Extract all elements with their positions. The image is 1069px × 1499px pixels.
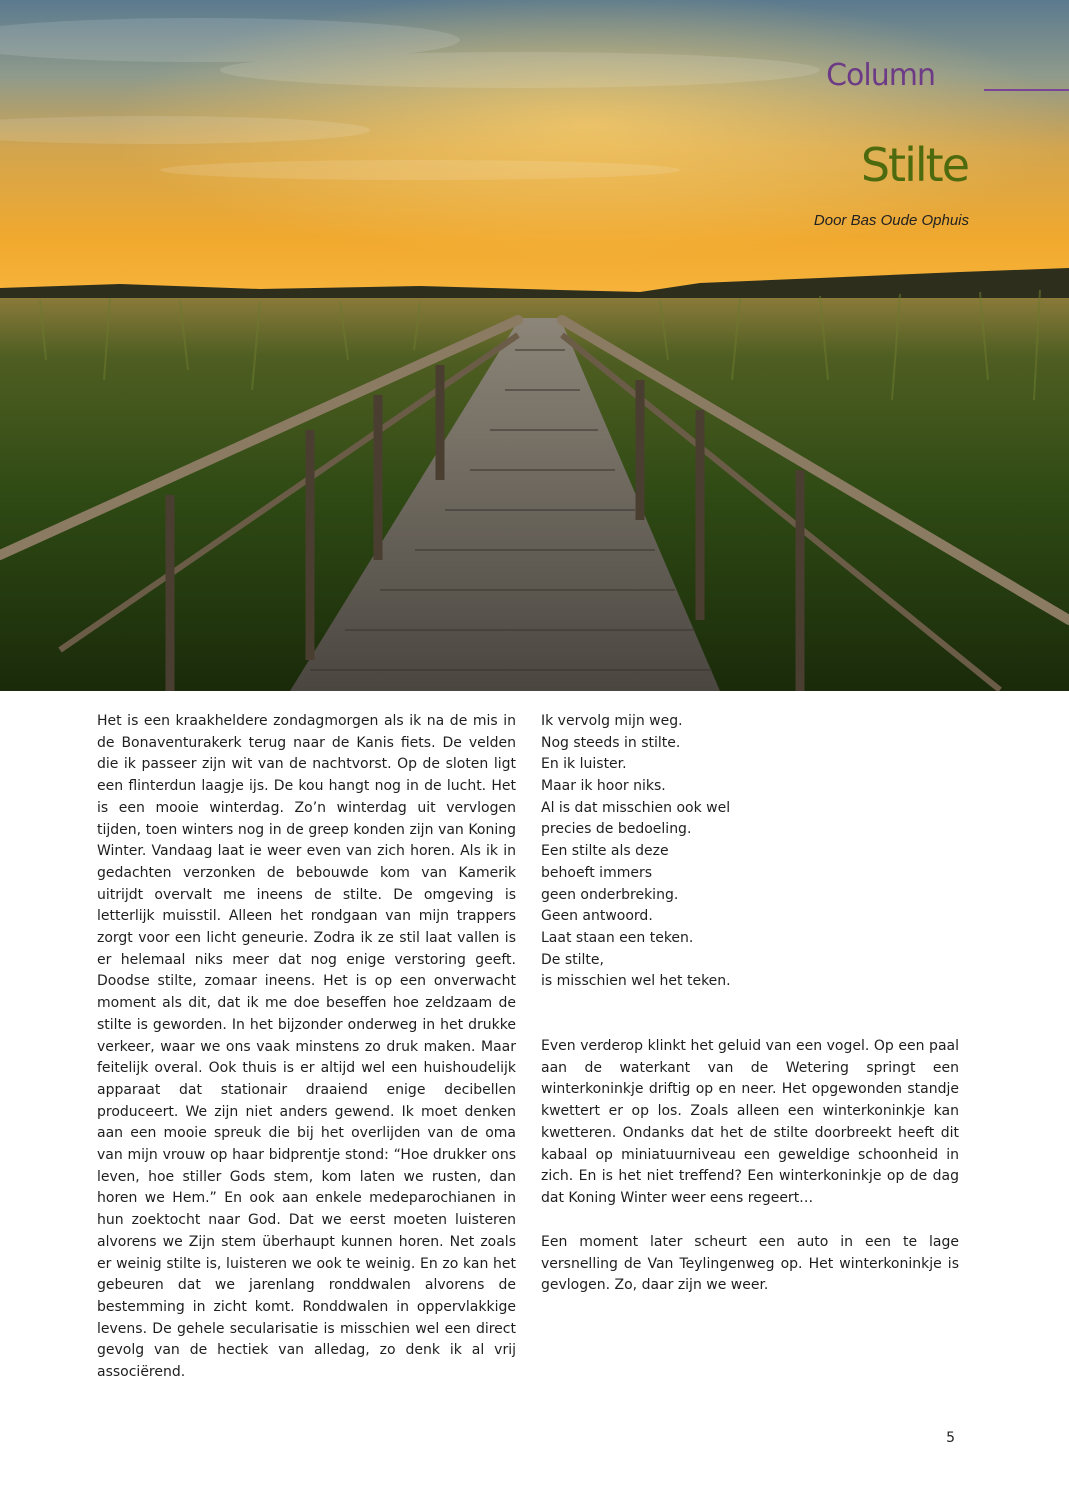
article-byline: Door Bas Oude Ophuis (813, 212, 969, 229)
poem-line: is misschien wel het teken. (541, 973, 731, 990)
poem-line: En ik luister. (541, 756, 627, 773)
body-left-column: Het is een kraakheldere zondagmorgen als ik na de mis in de Bonaventurakerk terug naar de Kanis fiets. De velden die ik passeer zijn wit van de nachtvorst. Op de sloten ligt een flinterdun laagje ijs. De kou hangt nog in de lucht. Het is een mooie winterdag. Zo’n winterdag uit vervlogen tijden, toen winters nog in de greep konden zijn van Koning Winter. Vandaag laat ie weer even van zich horen. Als ik in gedachten verzonken de bebouwde kom van Kamerik uitrijdt overvalt me ineens de stilte. De omgeving is letterlijk muisstil. Alleen het rondgaan van mijn trappers zorgt voor een licht geneurie. Zodra ik ze stil laat vallen is er helemaal niks meer dat nog enige verstoring geeft. Doodse stilte, zomaar ineens. Het is op een onverwacht moment als dit, dat ik me doe beseffen hoe zeldzaam de stilte is geworden. In het bijzonder onderweg in het drukke verkeer, waar we ons vaak minstens zo druk maken. Maar feitelijk overal. Ook thuis is er altijd wel een huishoudelijk apparaat dat stationair draaiend enige decibellen produceert. We zijn niet anders gewend. Ik moet denken aan een mooie spreuk die bij het overlijden van de oma van mijn vrouw op haar bidprentje stond: “Hoe drukker ons leven, hoe stiller Gods stem, kom laten we rusten, dan horen we Hem.” En ook aan enkele medeparochianen in hun zoektocht naar God. Dat we eerst moeten luisteren alvorens we Zijn stem überhaupt kunnen horen. Net zoals er weinig stilte is, luisteren we ook te weinig. En zo kan het gebeuren dat we jarenlang ronddwalen alvorens de bestemming in zicht komt. Ronddwalen in oppervlakkige levens. De gehele secularisatie is misschien wel een direct gevolg van de hectiek van alledag, zo denk ik al vrij associërend. (97, 713, 516, 1381)
poem-block (541, 711, 961, 993)
poem-line: behoeft immers (541, 864, 653, 881)
section-divider (984, 89, 1069, 91)
poem-line: geen onderbreking. (541, 886, 679, 903)
poem-line: Ik vervolg mijn weg. (541, 713, 683, 729)
poem-line: Nog steeds in stilte. (541, 734, 681, 751)
section-label: Column (826, 58, 935, 93)
poem-line: Al is dat misschien ook wel (541, 799, 731, 816)
paragraph-winterkoninkje: Even verderop klinkt het geluid van een vogel. Op een paal aan de waterkant van de Wetering springt een winterkoninkje driftig op en neer. Het opgewonden standje kwettert er op los. Zoals alleen een winterkoninkje kan kwetteren. Ondanks dat het de stilte doorbreekt heeft dit kabaal op miniatuurniveau een geweldige schoonheid in zich. En is het niet treffend? Een winterkoninkje op de dag dat Koning Winter weer eens regeert… (541, 1038, 959, 1206)
poem-line: Een stilte als deze (541, 843, 669, 860)
page-number: 5 (946, 1430, 955, 1446)
poem-line: Laat staan een teken. (541, 929, 694, 946)
poem-line: Geen antwoord. (541, 908, 653, 925)
article-title: Stilte (860, 138, 968, 192)
poem-line: De stilte, (541, 951, 604, 968)
poem-line: precies de bedoeling. (541, 821, 692, 838)
paragraph-auto: Een moment later scheurt een auto in een te lage versnelling de Van Teylingenweg op. Het winterkoninkje is gevlogen. Zo, daar zijn we weer. (541, 1234, 959, 1294)
hero-photo-boardwalk-sunset (0, 0, 1069, 691)
poem-line: Maar ik hoor niks. (541, 778, 666, 795)
